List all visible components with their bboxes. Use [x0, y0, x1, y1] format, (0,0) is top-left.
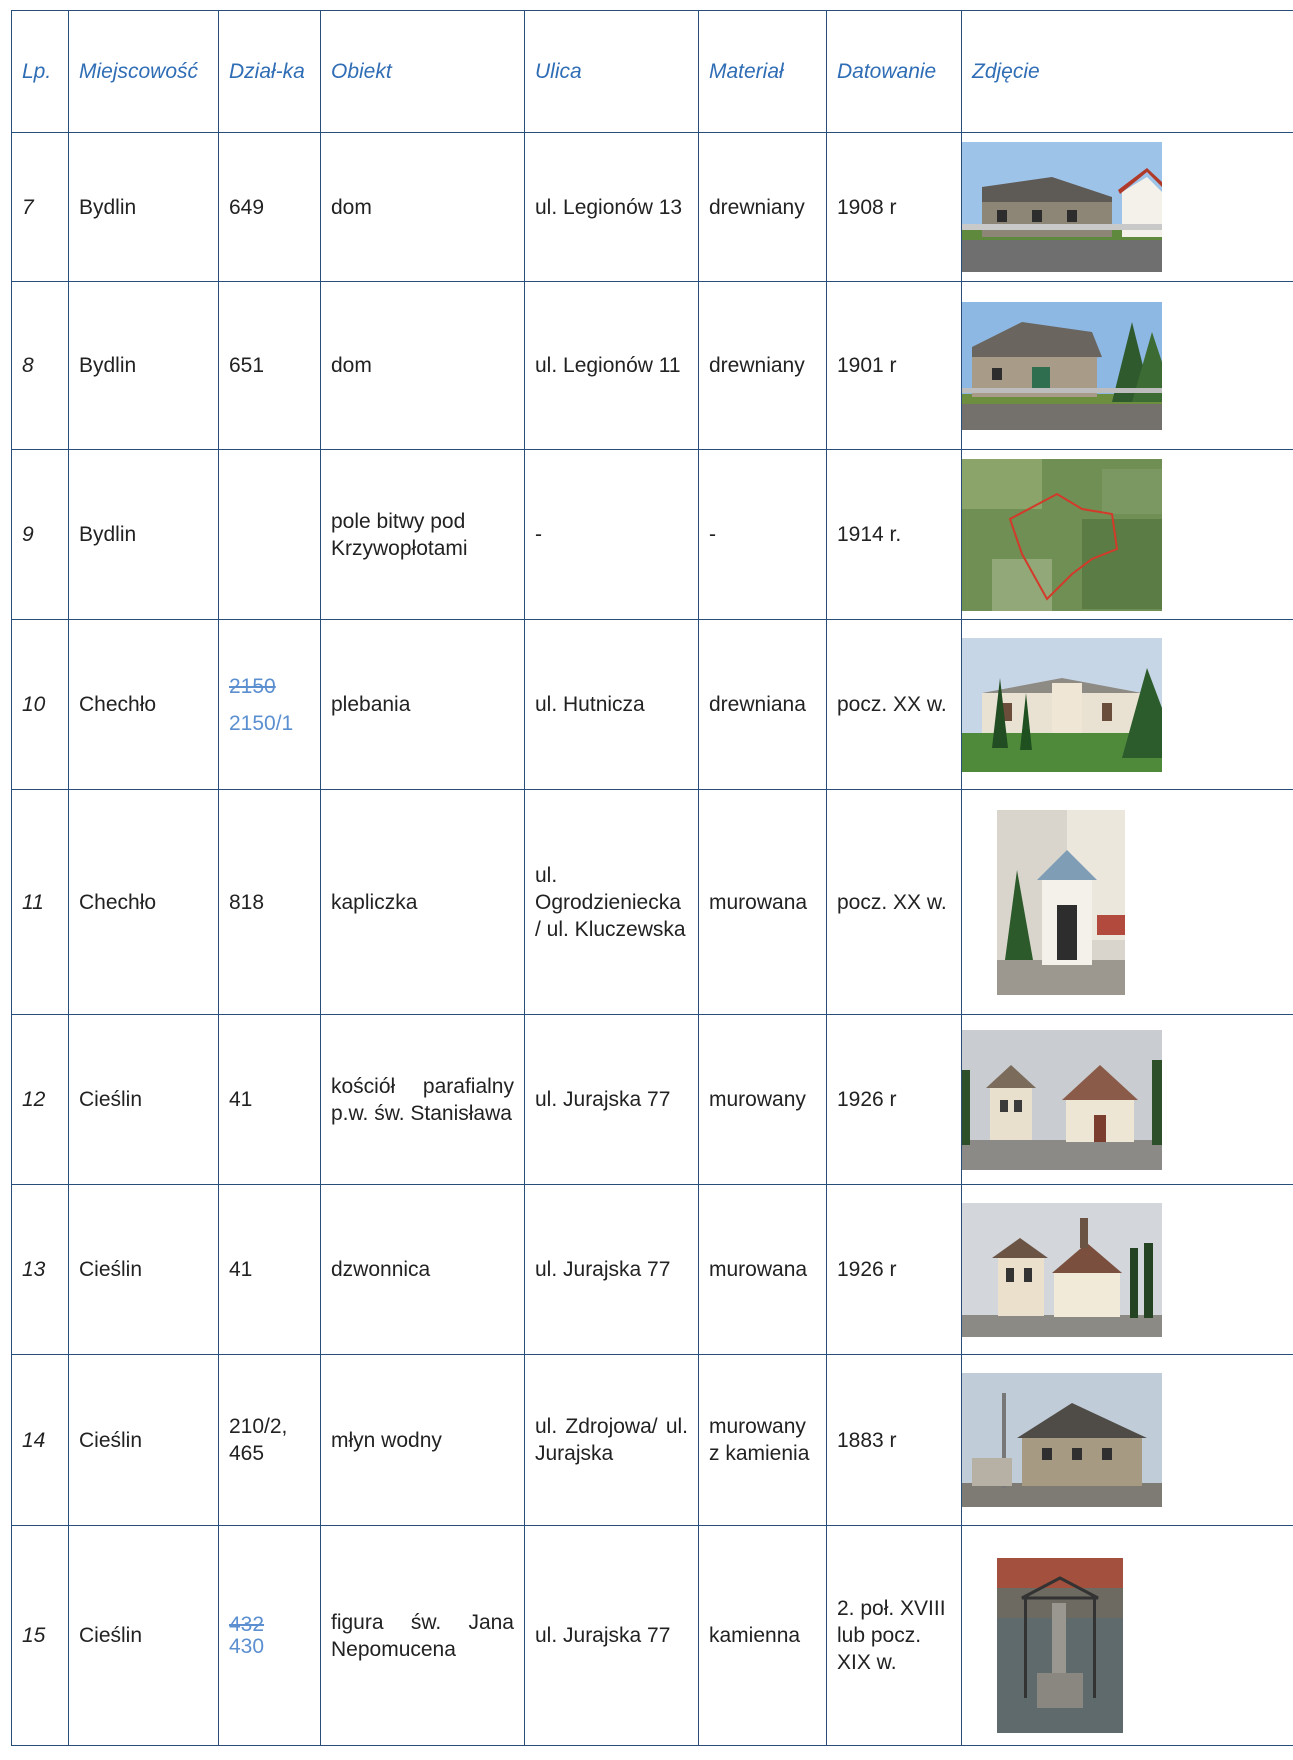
cell-datowanie: 1926 r: [827, 1015, 962, 1185]
water-mill-photo: [962, 1373, 1162, 1507]
cell-photo: [962, 620, 1293, 790]
cell-photo: [962, 133, 1293, 282]
cell-lp: 7: [12, 133, 69, 282]
statue-photo: [997, 1558, 1123, 1733]
table-row: [12, 620, 1293, 790]
header-datowanie: Datowanie: [827, 11, 962, 133]
header-lp: Lp.: [12, 11, 69, 133]
cell-dzialka: 41: [219, 1015, 321, 1185]
cell-datowanie: pocz. XX w.: [827, 620, 962, 790]
cell-datowanie: pocz. XX w.: [827, 790, 962, 1015]
dzialka-new-value: 2150/1: [229, 711, 294, 735]
cell-miejscowosc: Cieślin: [69, 1185, 219, 1355]
cell-ulica: ul. Jurajska 77: [525, 1015, 699, 1185]
table-row: [12, 282, 1293, 450]
cell-datowanie: 2. poł. XVIII lub pocz. XIX w.: [827, 1526, 962, 1746]
cell-lp: 13: [12, 1185, 69, 1355]
table-row: [12, 1015, 1293, 1185]
cell-dzialka: [219, 620, 321, 790]
cell-miejscowosc: Cieślin: [69, 1355, 219, 1526]
cell-obiekt: pole bitwy pod Krzywopłotami: [321, 450, 525, 620]
ulica-text: ul. Zdrojowa/ ul. Jurajska: [535, 1415, 688, 1465]
cell-ulica: ul. Legionów 11: [525, 282, 699, 450]
obiekt-text: figura św. Jana Nepomucena: [331, 1610, 514, 1661]
heritage-table: [11, 10, 1293, 1746]
cell-miejscowosc: Bydlin: [69, 133, 219, 282]
cell-lp: 11: [12, 790, 69, 1015]
cell-photo: [962, 790, 1293, 1015]
cell-miejscowosc: Bydlin: [69, 282, 219, 450]
cell-miejscowosc: Bydlin: [69, 450, 219, 620]
cell-dzialka: 818: [219, 790, 321, 1015]
rectory-photo: [962, 638, 1162, 772]
cell-lp: 10: [12, 620, 69, 790]
cell-photo: [962, 1355, 1293, 1526]
cell-datowanie: 1914 r.: [827, 450, 962, 620]
cell-miejscowosc: Chechło: [69, 620, 219, 790]
cell-obiekt: [321, 1526, 525, 1746]
cell-ulica: ul. Ogrodzieniecka / ul. Kluczewska: [525, 790, 699, 1015]
cell-obiekt: plebania: [321, 620, 525, 790]
table-row: [12, 1526, 1293, 1746]
cell-ulica: [525, 1355, 699, 1526]
cell-material: drewniana: [699, 620, 827, 790]
table-row: [12, 133, 1293, 282]
cell-photo: [962, 1015, 1293, 1185]
cell-photo: [962, 450, 1293, 620]
cell-datowanie: 1901 r: [827, 282, 962, 450]
cell-dzialka: 41: [219, 1185, 321, 1355]
church-photo: [962, 1030, 1162, 1170]
cell-ulica: -: [525, 450, 699, 620]
cell-obiekt: kapliczka: [321, 790, 525, 1015]
header-dzialka: Dział-ka: [219, 11, 321, 133]
cell-obiekt: dzwonnica: [321, 1185, 525, 1355]
cell-dzialka: [219, 450, 321, 620]
cell-photo: [962, 282, 1293, 450]
dzialka-old-value: 432: [229, 1612, 265, 1636]
cell-obiekt: [321, 1015, 525, 1185]
cell-lp: 14: [12, 1355, 69, 1526]
cell-obiekt: dom: [321, 282, 525, 450]
cell-photo: [962, 1526, 1293, 1746]
cell-obiekt: młyn wodny: [321, 1355, 525, 1526]
chapel-photo: [997, 810, 1125, 995]
cell-dzialka: 651: [219, 282, 321, 450]
cell-ulica: ul. Hutnicza: [525, 620, 699, 790]
header-obiekt: Obiekt: [321, 11, 525, 133]
cell-material: murowany z kamienia: [699, 1355, 827, 1526]
cell-material: -: [699, 450, 827, 620]
header-miejscowosc: Miejscowość: [69, 11, 219, 133]
cell-dzialka: [219, 1526, 321, 1746]
header-zdjecie: Zdjęcie: [962, 11, 1293, 133]
cell-lp: 12: [12, 1015, 69, 1185]
wooden-house-photo: [962, 142, 1162, 272]
cell-lp: 15: [12, 1526, 69, 1746]
header-row: [12, 11, 1293, 133]
cell-ulica: ul. Legionów 13: [525, 133, 699, 282]
cell-dzialka: 210/2, 465: [219, 1355, 321, 1526]
table-row: [12, 1185, 1293, 1355]
cell-datowanie: 1883 r: [827, 1355, 962, 1526]
dzialka-new-value: 430: [229, 1634, 265, 1658]
cell-lp: 8: [12, 282, 69, 450]
cell-miejscowosc: Cieślin: [69, 1015, 219, 1185]
dzialka-old-value: 2150: [229, 674, 276, 698]
header-material: Materiał: [699, 11, 827, 133]
cell-miejscowosc: Cieślin: [69, 1526, 219, 1746]
cell-miejscowosc: Chechło: [69, 790, 219, 1015]
table-row: [12, 450, 1293, 620]
cell-material: murowana: [699, 790, 827, 1015]
obiekt-text: kościół parafialny p.w. św. Stanisława: [331, 1074, 514, 1125]
cell-dzialka: 649: [219, 133, 321, 282]
heritage-table-wrapper: [11, 10, 1293, 1760]
cell-ulica: ul. Jurajska 77: [525, 1526, 699, 1746]
cell-obiekt: dom: [321, 133, 525, 282]
cell-lp: 9: [12, 450, 69, 620]
cell-material: kamienna: [699, 1526, 827, 1746]
cell-ulica: ul. Jurajska 77: [525, 1185, 699, 1355]
wooden-house-photo: [962, 302, 1162, 430]
cell-datowanie: 1908 r: [827, 133, 962, 282]
cell-material: murowana: [699, 1185, 827, 1355]
cell-photo: [962, 1185, 1293, 1355]
bell-tower-photo: [962, 1203, 1162, 1337]
cell-datowanie: 1926 r: [827, 1185, 962, 1355]
header-ulica: Ulica: [525, 11, 699, 133]
table-row: [12, 790, 1293, 1015]
cell-material: murowany: [699, 1015, 827, 1185]
aerial-map-photo: [962, 459, 1162, 611]
cell-material: drewniany: [699, 282, 827, 450]
cell-material: drewniany: [699, 133, 827, 282]
table-row: [12, 1355, 1293, 1526]
